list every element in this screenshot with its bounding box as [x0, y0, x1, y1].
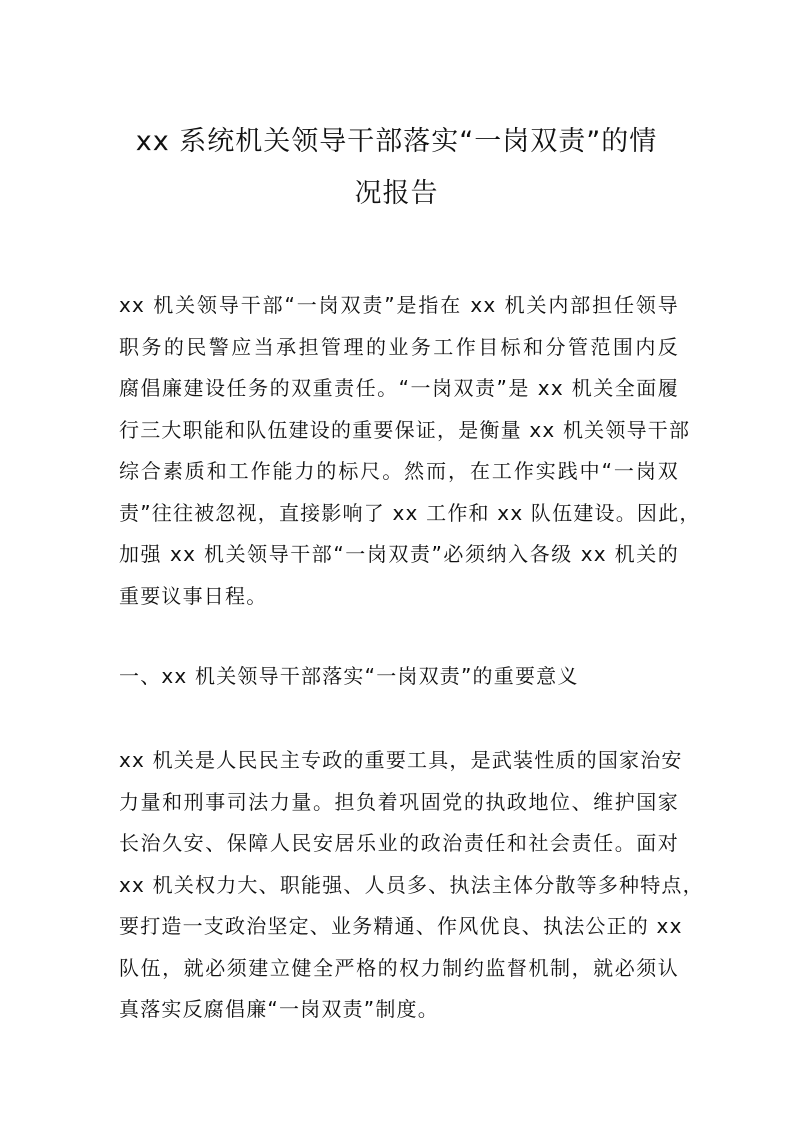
heading-text: 一、xx 机关领导干部落实“一岗双责”的重要意义 — [119, 664, 579, 688]
text-line: 力量和刑事司法力量。担负着巩固党的执政地位、维护国家 — [119, 789, 679, 814]
section-heading-1 — [119, 656, 679, 698]
text-line: 长治久安、保障人民安居乐业的政治责任和社会责任。面对 — [119, 831, 679, 855]
text-line: 真落实反腐倡廉“一岗双责”制度。 — [119, 997, 439, 1021]
text-line: 综合素质和工作能力的标尺。然而，在工作实践中“一岗双 — [119, 459, 679, 483]
text-line: xx 机关权力大、职能强、人员多、执法主体分散等多种特点， — [119, 872, 704, 897]
text-line: xx 机关领导干部“一岗双责”是指在 xx 机关内部担任领导 — [119, 293, 679, 317]
document-title — [100, 116, 693, 220]
text-line: 职务的民警应当承担管理的业务工作目标和分管范围内反 — [119, 334, 679, 359]
text-line: 腐倡廉建设任务的双重责任。“一岗双责”是 xx 机关全面履 — [119, 376, 679, 400]
text-line: 加强 xx 机关领导干部“一岗双责”必须纳入各级 xx 机关的 — [119, 542, 679, 566]
text-line: 责”往往被忽视，直接影响了 xx 工作和 xx 队伍建设。因此， — [119, 500, 701, 525]
title-line: 况报告 — [354, 178, 439, 209]
text-line: 行三大职能和队伍建设的重要保证，是衡量 xx 机关领导干部 — [119, 417, 691, 442]
text-line: xx 机关是人民民主专政的重要工具，是武装性质的国家治安 — [119, 748, 683, 772]
text-line: 要打造一支政治坚定、业务精通、作风优良、执法公正的 xx — [119, 914, 683, 938]
title-line: xx 系统机关领导干部落实“一岗双责”的情 — [135, 126, 658, 157]
paragraph-significance — [119, 740, 704, 1031]
text-line: 重要议事日程。 — [119, 583, 268, 608]
text-line: 队伍，就必须建立健全严格的权力制约监督机制，就必须认 — [119, 955, 679, 980]
paragraph-intro — [119, 285, 701, 617]
